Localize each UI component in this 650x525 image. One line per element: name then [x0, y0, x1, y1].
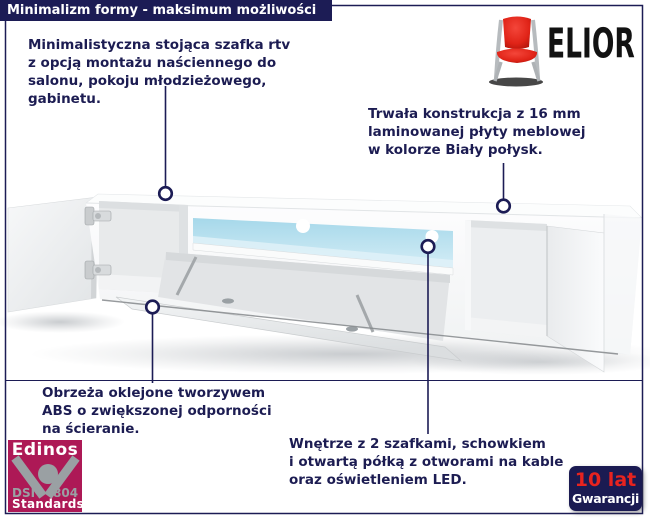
annotation-line: Obrzeża oklejone tworzywem	[42, 385, 266, 401]
callout-ring-construction	[497, 200, 510, 213]
edinos-title: Edinos	[11, 440, 79, 460]
annotation-construction	[368, 105, 585, 159]
annotation-line: w kolorze Biały połysk.	[368, 142, 543, 158]
callout-ring-edges	[146, 301, 159, 314]
header-bar	[0, 0, 332, 21]
annotation-edges	[42, 384, 272, 438]
annotation-line: gabinetu.	[28, 91, 102, 107]
annotation-product	[28, 36, 290, 108]
warranty-value: 10 lat	[574, 469, 637, 491]
annotation-line: na ścieranie.	[42, 421, 140, 437]
annotation-line: ABS o zwiększonej odporności	[42, 403, 272, 419]
warranty-label: Gwarancji	[571, 491, 640, 506]
edinos-dsi: DSI	[12, 486, 36, 500]
annotation-interior	[289, 435, 563, 489]
edinos-standards: Standards	[12, 497, 85, 511]
annotation-line: salonu, pokoju młodzieżowego,	[28, 73, 267, 89]
annotation-line: laminowanej płyty meblowej	[368, 124, 586, 140]
annotation-line: z opcją montażu naściennego do	[28, 55, 277, 71]
annotation-line: oraz oświetleniem LED.	[289, 472, 467, 488]
header-title: Minimalizm formy - maksimum możliwości	[7, 3, 317, 18]
red-chair-icon	[486, 16, 548, 88]
edinos-badge	[8, 440, 85, 512]
annotation-line: i otwartą półką z otworami na kable	[289, 454, 564, 470]
warranty-badge	[569, 466, 642, 511]
callout-ring-product	[159, 187, 172, 200]
annotation-line: Trwała konstrukcja z 16 mm	[368, 106, 581, 122]
callout-ring-interior	[422, 240, 435, 253]
edinos-804: 804	[53, 486, 79, 500]
annotation-line: Minimalistyczna stojąca szafka rtv	[28, 37, 291, 53]
annotation-line: Wnętrze z 2 szafkami, schowkiem	[289, 436, 546, 452]
brand-name: ELIOR	[547, 20, 635, 69]
brand-logo	[480, 10, 645, 88]
